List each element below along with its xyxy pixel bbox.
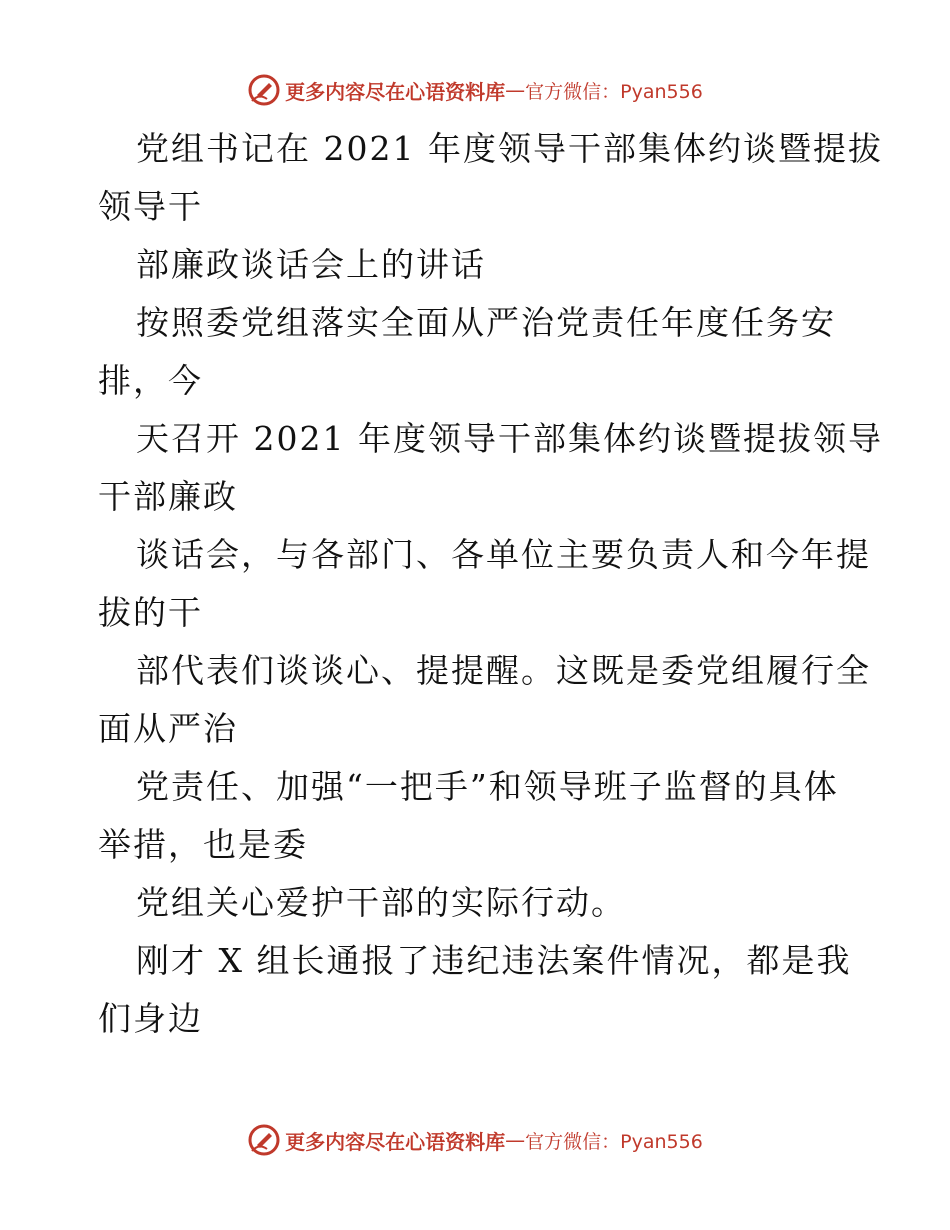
- doc-line: 按照委党组落实全面从严治党责任年度任务安: [136, 303, 836, 342]
- doc-line: 干部廉政: [98, 477, 238, 516]
- doc-line: 领导干: [98, 187, 203, 226]
- doc-line: 刚才 X 组长通报了违纪违法案件情况，都是我: [136, 941, 852, 980]
- doc-line: 面从严治: [98, 709, 238, 748]
- doc-line: 拔的干: [98, 593, 203, 632]
- footer-watermark-banner: [0, 1118, 950, 1162]
- banner-wechat: 官方微信：Pyan556: [525, 80, 703, 103]
- doc-line: 谈话会，与各部门、各单位主要负责人和今年提: [136, 535, 871, 574]
- banner-text: 更多内容尽在心语资料库: [285, 79, 506, 104]
- doc-line: 部代表们谈谈心、提提醒。这既是委党组履行全: [136, 651, 871, 690]
- header-watermark-banner: [0, 68, 950, 112]
- banner-separator: —: [505, 78, 526, 102]
- doc-line: 天召开 2021 年度领导干部集体约谈暨提拔领导: [136, 419, 883, 458]
- ribbon-pen-icon: [247, 1123, 281, 1157]
- banner-text: 更多内容尽在心语资料库: [285, 1129, 506, 1154]
- doc-line: 党组书记在 2021 年度领导干部集体约谈暨提拔: [136, 129, 883, 168]
- banner-separator: —: [505, 1128, 526, 1152]
- ribbon-pen-icon: [247, 73, 281, 107]
- doc-line: 党组关心爱护干部的实际行动。: [136, 883, 626, 922]
- doc-line: 党责任、加强“一把手”和领导班子监督的具体: [136, 767, 839, 806]
- doc-line: 们身边: [98, 999, 203, 1038]
- doc-line: 举措，也是委: [98, 825, 308, 864]
- doc-line: 排，今: [98, 361, 203, 400]
- banner-wechat: 官方微信：Pyan556: [525, 1130, 703, 1153]
- doc-line: 部廉政谈话会上的讲话: [136, 245, 486, 284]
- document-body: [98, 120, 883, 1048]
